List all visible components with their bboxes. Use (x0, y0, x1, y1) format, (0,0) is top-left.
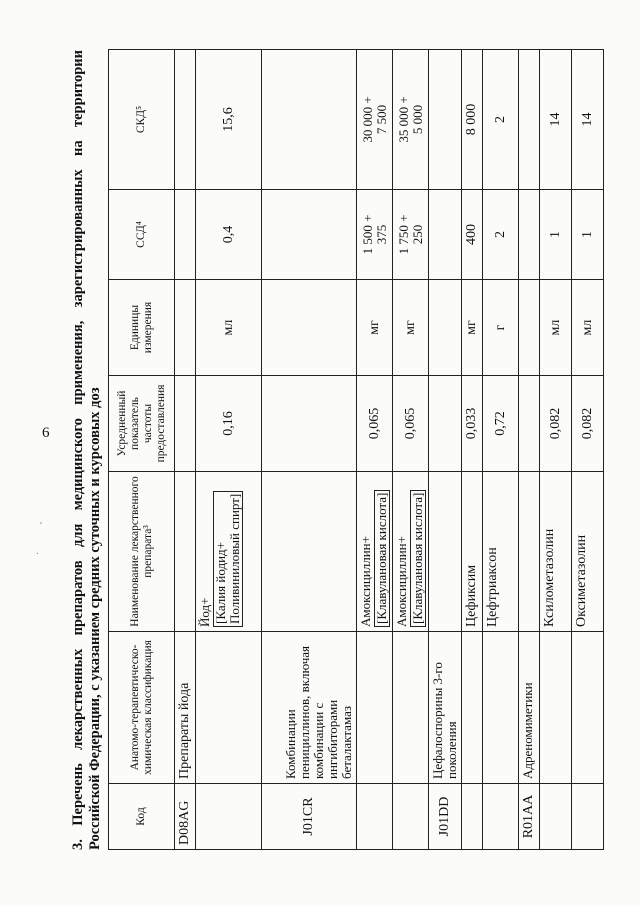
header-frequency: Усредненный показатель частоты предоставления (109, 376, 175, 472)
cell-sdd: 1 (540, 190, 572, 280)
cell-frequency: 0,16 (196, 376, 262, 472)
header-sdd: ССД⁴ (109, 190, 175, 280)
cell-frequency: 0,082 (572, 376, 604, 472)
table-row (357, 50, 393, 850)
cell-sdd: 2 (483, 190, 519, 280)
cell-code: J01CR (262, 784, 357, 850)
table-row (572, 50, 604, 850)
cell-skd: 8 000 (462, 50, 483, 190)
cell-drug: Амоксициллин+ [Клавулановая кислота] (357, 472, 393, 632)
cell-code: D08AG (175, 784, 196, 850)
table-row (519, 50, 540, 850)
section-title (70, 50, 104, 850)
cell-drug: Амоксициллин+ [Клавулановая кислота] (393, 472, 429, 632)
cell-atc: Цефалоспорины 3-го поколения (429, 632, 462, 784)
cell-atc: Комбинации пенициллинов, включая комбинации с ингибиторами беталактамаз (262, 632, 357, 784)
cell-unit: мл (196, 280, 262, 376)
cell-frequency: 0,065 (357, 376, 393, 472)
cell-code: R01AA (519, 784, 540, 850)
rotated-content (70, 20, 630, 850)
cell-atc: Адреномиметики (519, 632, 540, 784)
table-row (483, 50, 519, 850)
cell-sdd: 1 (572, 190, 604, 280)
cell-unit: г (483, 280, 519, 376)
table-row (196, 50, 262, 850)
cell-skd: 2 (483, 50, 519, 190)
cell-frequency: 0,082 (540, 376, 572, 472)
header-code: Код (109, 784, 175, 850)
header-atc: Анатомо-терапевтическо-химическая классификация (109, 632, 175, 784)
cell-drug: Цефтриаксон (483, 472, 519, 632)
cell-frequency: 0,72 (483, 376, 519, 472)
section-title-line1: 3. Перечень лекарственных препаратов для медицинского применения, зарегистрированных на территории (70, 50, 86, 850)
drug-table (108, 49, 604, 850)
header-drug: Наименование лекарственного препарата³ (109, 472, 175, 632)
table-row (262, 50, 357, 850)
cell-unit: мг (357, 280, 393, 376)
cell-drug: Цефиксим (462, 472, 483, 632)
table-row (175, 50, 196, 850)
cell-frequency: 0,033 (462, 376, 483, 472)
table-row (429, 50, 462, 850)
header-skd: СКД⁵ (109, 50, 175, 190)
cell-code: J01DD (429, 784, 462, 850)
header-row (109, 50, 175, 850)
cell-unit: мг (462, 280, 483, 376)
cell-drug: Ксилометазолин (540, 472, 572, 632)
table-row (540, 50, 572, 850)
cell-skd: 14 (572, 50, 604, 190)
cell-skd: 30 000 + 7 500 (357, 50, 393, 190)
cell-sdd: 1 750 + 250 (393, 190, 429, 280)
header-unit: Единицы измерения (109, 280, 175, 376)
cell-sdd: 0,4 (196, 190, 262, 280)
cell-unit: мг (393, 280, 429, 376)
section-title-line2: Российской Федерации, с указанием средних суточных и курсовых доз (87, 387, 103, 850)
cell-skd: 35 000 + 5 000 (393, 50, 429, 190)
cell-skd: 14 (540, 50, 572, 190)
cell-skd: 15,6 (196, 50, 262, 190)
cell-sdd: 1 500 + 375 (357, 190, 393, 280)
cell-frequency: 0,065 (393, 376, 429, 472)
cell-atc: Препараты йода (175, 632, 196, 784)
cell-drug: Оксиметазолин (572, 472, 604, 632)
cell-unit: мл (540, 280, 572, 376)
cell-drug: Йод+ [Калия йодид+ Поливиниловый спирт] (196, 472, 262, 632)
page-number: 6 (42, 425, 50, 441)
table-row (462, 50, 483, 850)
table-row (393, 50, 429, 850)
cell-sdd: 400 (462, 190, 483, 280)
cell-unit: мл (572, 280, 604, 376)
